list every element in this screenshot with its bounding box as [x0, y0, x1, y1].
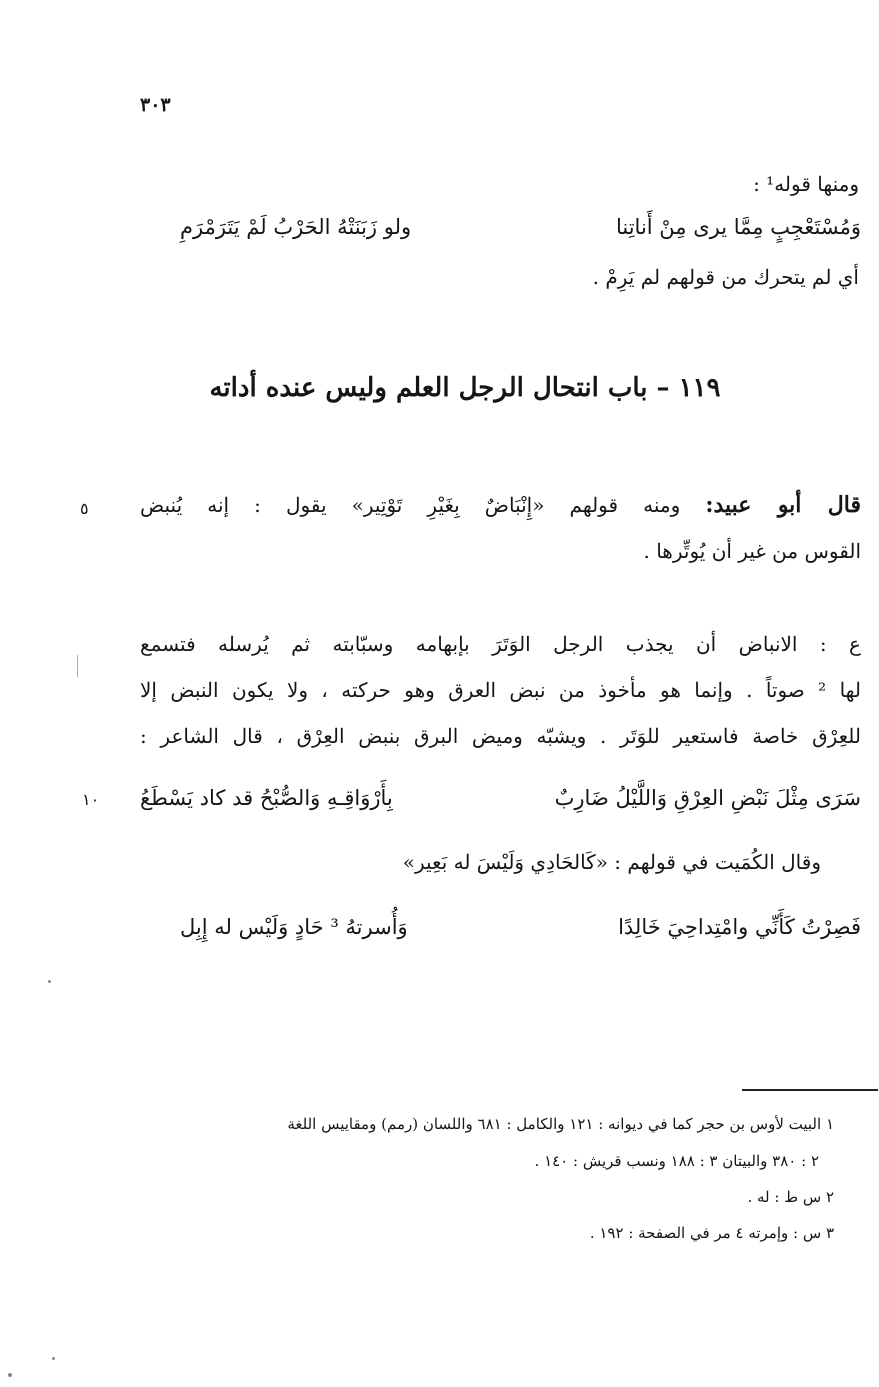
verse-3-second-hemistich: وَأُسرتهُ ³ حَادٍ وَلَيْس له إِبِل — [180, 915, 408, 939]
speaker-name: قال أبو عبيد: — [705, 492, 861, 518]
paragraph-2-line-3: للعِرْق خاصة فاستعير للوَتَر . ويشبّه وميض البرق بنبض العِرْق ، قال الشاعر : — [140, 724, 861, 748]
paragraph-2-line-2: لها ² صوتاً . وإنما هو مأخوذ من نبض العرق وهو حركته ، ولا يكون النبض إلا — [140, 678, 861, 702]
section-title: ١١٩ – باب انتحال الرجل العلم وليس عنده أداته — [209, 373, 721, 403]
verse-3-first-hemistich: فَصِرْتُ كَأَنِّي وامْتِداحِيَ خَالِدًا — [618, 915, 861, 939]
scan-speck — [52, 1357, 55, 1360]
footnote-1-line-1: ١ البيت لأوس بن حجر كما في ديوانه : ١٢١ والكامل : ٦٨١ واللسان (رمم) ومقاييس اللغة — [287, 1115, 834, 1133]
paragraph-2-line-1: ع : الانباض أن يجذب الرجل الوَتَرَ بإبهامه وسبّابته ثم يُرسله فتسمع — [140, 632, 861, 656]
verse-1-second-hemistich: ولو زَبَنَتْهُ الحَرْبُ لَمْ يَتَرَمْرَمِ — [180, 215, 412, 239]
verse-1 — [180, 212, 861, 242]
margin-line-number-5: ٥ — [80, 499, 89, 518]
scan-speck — [48, 980, 51, 983]
margin-line-number-10: ١٠ — [82, 790, 100, 809]
scan-speck — [8, 1373, 12, 1377]
gloss-line: أي لم يتحرك من قولهم لم يَرِمْ . — [592, 265, 859, 289]
scan-mark — [77, 655, 78, 677]
paragraph-1-line-2: القوس من غير أن يُوتِّرها . — [643, 539, 861, 563]
intro-line: ومنها قوله¹ : — [753, 172, 859, 196]
verse-2-first-hemistich: سَرَى مِثْلَ نَبْضِ العِرْقِ وَاللَّيْلُ ضَارِبٌ — [554, 786, 861, 810]
verse-3 — [180, 912, 861, 942]
verse-2 — [140, 783, 861, 813]
page-number: ٣٠٣ — [140, 94, 171, 116]
paragraph-1-line-1 — [140, 491, 861, 519]
footnote-separator — [742, 1089, 878, 1091]
kumait-line: وقال الكُمَيت في قولهم : «كَالحَادِي وَلَيْسَ له بَعِير» — [402, 850, 821, 874]
verse-1-first-hemistich: وَمُسْتَعْجِبٍ مِمَّا يرى مِنْ أَناتِنا — [615, 215, 861, 239]
footnote-2: ٢ س ط : له . — [747, 1188, 834, 1206]
verse-2-second-hemistich: بِأَرْوَاقِـهِ وَالصُّبْحُ قد كاد يَسْطَعُ — [140, 786, 393, 810]
footnote-1-line-2: ٢ : ٣٨٠ والبيتان ٣ : ١٨٨ ونسب قريش : ١٤٠ . — [534, 1152, 819, 1170]
footnote-3: ٣ س : وإمرته ٤ مر في الصفحة : ١٩٢ . — [589, 1224, 834, 1242]
paragraph-1-line-1-text: ومنه قولهم «إِنْبَاضٌ بِغَيْرِ تَوْتِير» يقول : إنه يُنبض — [140, 493, 706, 517]
